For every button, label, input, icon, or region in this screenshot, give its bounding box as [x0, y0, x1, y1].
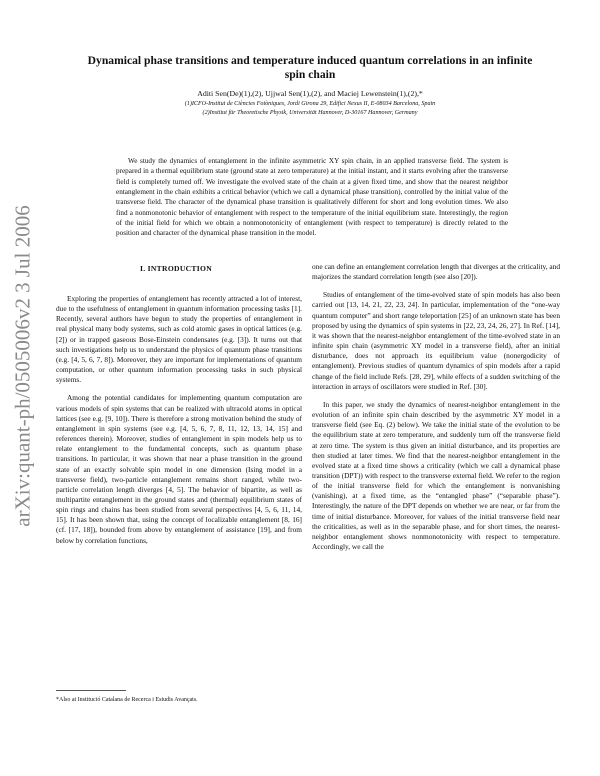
- affiliations: [80, 100, 540, 118]
- left-column: [56, 294, 302, 554]
- arxiv-stamp-text: arXiv:quant-ph/0505006v2 3 Jul 2006: [10, 205, 35, 527]
- paragraph: Exploring the properties of entanglement has recently attracted a lot of interest, due to the usefulness of entanglement in quantum information processing tasks [1]. Recently, several authors have begun to study the properties of entanglement in real physical many body systems, such as cold atomic gases in optical lattices (e.g. [2]) or in trapped gaseous Bose-Einstein condensates (e.g. [3]). It turns out that such investigations help us to understand the physics of quantum phase transitions (e.g. [4, 5, 6, 7, 8]). Moreover, they are important for implementations of quantum computation, or other quantum information processing tasks in such physical systems.: [56, 294, 302, 385]
- section-heading: I. INTRODUCTION: [139, 264, 212, 273]
- abstract: [116, 156, 508, 239]
- abstract-text: We study the dynamics of entanglement in the infinite asymmetric XY spin chain, in an applied transverse field. The system is prepared in a thermal equilibrium state (ground state at zero temperature) at the initial instant, and it starts evolving after the transverse field is completely turned off. We investigate the evolved state of the chain at a given fixed time, and show that the nearest neighbor entanglement in the chain exhibits a critical behavior (which we call a dynamical phase transition), controlled by the initial value of the transverse field. The character of the dynamical phase transition is qualitatively different for short and long evolution times. We also find a nonmonotonic behavior of entanglement with respect to the temperature of the initial equilibrium state. Interestingly, the region of the initial field for which we obtain a nonmonotonicity of entanglement (with respect to temperature) is directly related to the position and character of the dynamical phase transition in the model.: [116, 157, 508, 238]
- footnote: *Also at Institució Catalana de Recerca i Estudis Avançats.: [56, 697, 198, 703]
- paragraph: In this paper, we study the dynamics of nearest-neighbor entanglement in the evolution of an infinite spin chain described by the asymmetric XY model in a transverse field (see Eq. (2) below). We take the initial state of the evolution to be the equilibrium state at zero temperature, and suddenly turn off the transverse field at zero time. The system is thus given an initial disturbance, and its properties are then studied at later times. We find that the nearest-neighbor entanglement in the evolved state at a fixed time shows a criticality (which we call a dynamical phase transition (DPT)) with respect to the transverse external field. We refer to the region of the initial transverse field for which the entanglement is nonvanishing (vanishing), at a fixed time, as the “entangled phase” (“separable phase”). Interestingly, the nature of the DPT depends on whether we are near, or far from the time of initial disturbance. Moreover, for values of the initial transverse field near the criticalities, as well as in the separable phase, and for short times, the nearest-neighbor entanglement shows nonmonotonicity with respect to temperature. Accordingly, we call the: [312, 399, 560, 552]
- right-column: [312, 262, 560, 560]
- arxiv-side-stamp: [4, 196, 42, 536]
- paragraph: one can define an entanglement correlation length that diverges at the criticality, and majorizes the standard correlation length (see also [20]).: [312, 262, 560, 282]
- footnote-rule: [56, 690, 126, 691]
- paragraph: Studies of entanglement of the time-evolved state of spin models has also been carried out [13, 14, 21, 22, 23, 24]. In particular, implementation of the “one-way quantum computer” and short range teleportation [25] of an unknown state has been proposed by using the dynamics of spin systems in [22, 23, 24, 26, 27]. In Ref. [14], it was shown that the nearest-neighbor entanglement of the time-evolved state in an infinite spin chain (asymmetric XY model in a transverse field), after an initial disturbance, does not approach its equilibrium value (nonergodicity of entanglement). Previous studies of quantum dynamics of spin models after a rapid change of the field include Refs. [28, 29], while effects of a sudden switching of the interaction in arrays of oscillators were studied in Ref. [30].: [312, 290, 560, 391]
- affiliation-line: (1)ICFO-Institut de Ciències Fotòniques, Jordi Girona 29, Edifici Nexus II, E-08034 Barcelona, Spain: [184, 101, 436, 107]
- author-list: Aditi Sen(De)(1),(2), Ujjwal Sen(1),(2), and Maciej Lewenstein(1),(2),*: [197, 89, 423, 98]
- paper-title: Dynamical phase transitions and temperature induced quantum correlations in an infinite spin chain: [87, 54, 533, 81]
- affiliation-line: (2)Institut für Theoretische Physik, Universität Hannover, D-30167 Hannover, Germany: [202, 110, 418, 116]
- paragraph: Among the potential candidates for implementing quantum computation are various models of spin systems that can be realized with ultracold atoms in optical lattices (see e.g. [9, 10]). There is therefore a strong motivation behind the study of entanglement in spin systems (see e.g. [4, 5, 6, 7, 8, 11, 12, 13, 14, 15] and references therein). Moreover, studies of entanglement in spin models help us to relate entanglement to the fundamental concepts, such as quantum phase transitions. In particular, it was shown that near a phase transition in the ground state of an exactly solvable spin model in one dimension (Ising model in a transverse field), two-particle entanglement remains short ranged, while two-particle correlation length diverges [4, 5]. The behavior of bipartite, as well as multipartite entanglement in the ground states and (thermal) equilibrium states of spin rings and chains has been studied from several perspectives [4, 5, 6, 11, 14, 15]. It has been shown that, using the concept of localizable entanglement [8, 16] (cf. [17, 18]), bounded from above by entanglement of assistance [19], and from below by correlation functions,: [56, 393, 302, 545]
